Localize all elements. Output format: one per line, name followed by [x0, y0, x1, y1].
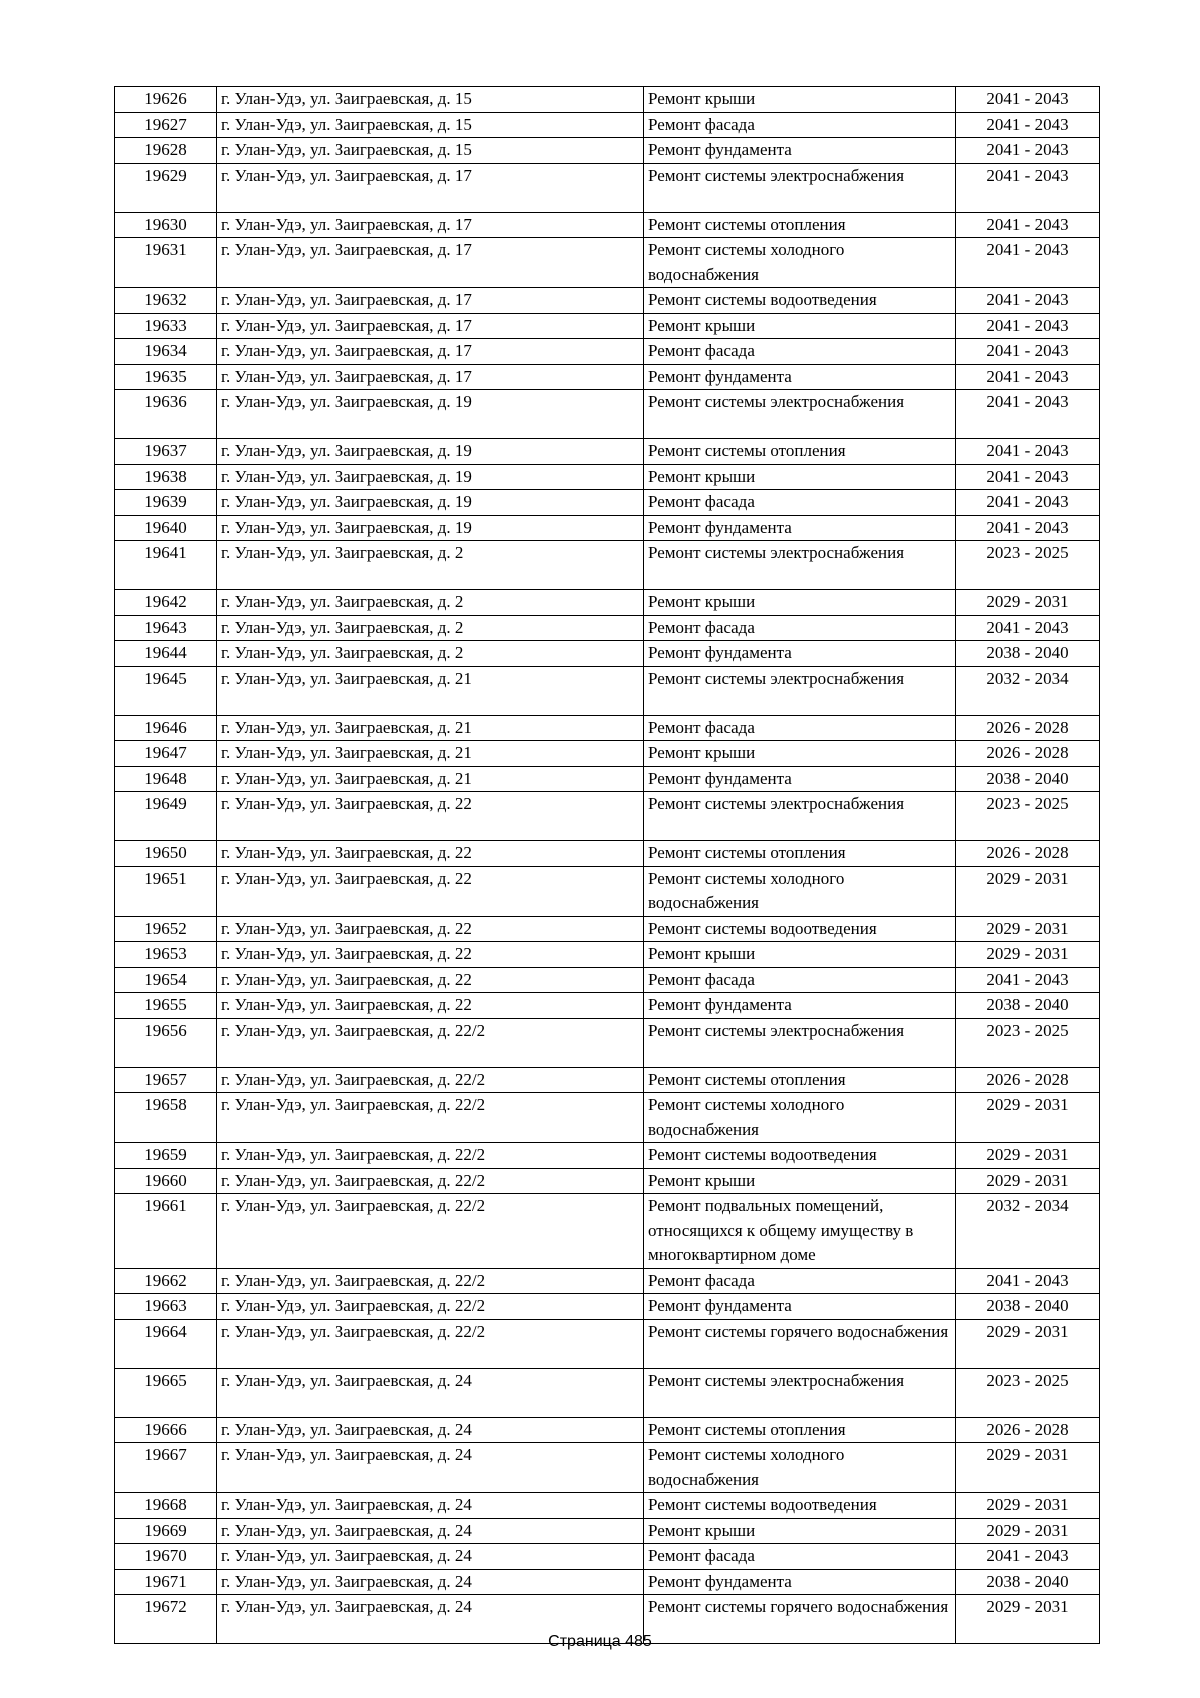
table-row [115, 590, 1100, 616]
row-address: г. Улан-Удэ, ул. Заиграевская, д. 21 [217, 666, 644, 715]
row-number: 19632 [115, 288, 217, 314]
row-work-type: Ремонт системы электроснабжения [644, 666, 956, 715]
table-row [115, 238, 1100, 288]
row-address: г. Улан-Удэ, ул. Заиграевская, д. 2 [217, 615, 644, 641]
row-address: г. Улан-Удэ, ул. Заиграевская, д. 24 [217, 1443, 644, 1493]
table-row [115, 163, 1100, 212]
row-address: г. Улан-Удэ, ул. Заиграевская, д. 2 [217, 641, 644, 667]
row-number: 19627 [115, 112, 217, 138]
table-row [115, 766, 1100, 792]
row-address: г. Улан-Удэ, ул. Заиграевская, д. 22 [217, 866, 644, 916]
row-number: 19663 [115, 1294, 217, 1320]
table-row [115, 866, 1100, 916]
table-row [115, 1443, 1100, 1493]
row-period: 2032 - 2034 [956, 666, 1100, 715]
table-row [115, 339, 1100, 365]
row-address: г. Улан-Удэ, ул. Заиграевская, д. 19 [217, 390, 644, 439]
row-address: г. Улан-Удэ, ул. Заиграевская, д. 21 [217, 715, 644, 741]
row-period: 2041 - 2043 [956, 212, 1100, 238]
row-work-type: Ремонт фундамента [644, 364, 956, 390]
row-period: 2038 - 2040 [956, 641, 1100, 667]
row-period: 2041 - 2043 [956, 464, 1100, 490]
row-work-type: Ремонт фундамента [644, 641, 956, 667]
row-number: 19649 [115, 792, 217, 841]
page-number: Страница 485 [548, 1633, 652, 1650]
row-number: 19637 [115, 439, 217, 465]
row-number: 19652 [115, 916, 217, 942]
row-work-type: Ремонт крыши [644, 741, 956, 767]
row-period: 2038 - 2040 [956, 1294, 1100, 1320]
row-period: 2041 - 2043 [956, 87, 1100, 113]
row-work-type: Ремонт фасада [644, 1544, 956, 1570]
row-address: г. Улан-Удэ, ул. Заиграевская, д. 17 [217, 364, 644, 390]
row-period: 2041 - 2043 [956, 339, 1100, 365]
row-number: 19666 [115, 1417, 217, 1443]
row-number: 19640 [115, 515, 217, 541]
row-number: 19667 [115, 1443, 217, 1493]
row-period: 2032 - 2034 [956, 1194, 1100, 1269]
row-period: 2041 - 2043 [956, 1268, 1100, 1294]
row-period: 2029 - 2031 [956, 1093, 1100, 1143]
table-row [115, 841, 1100, 867]
table-row [115, 1569, 1100, 1595]
row-address: г. Улан-Удэ, ул. Заиграевская, д. 19 [217, 439, 644, 465]
table-row [115, 288, 1100, 314]
row-address: г. Улан-Удэ, ул. Заиграевская, д. 15 [217, 87, 644, 113]
row-number: 19665 [115, 1368, 217, 1417]
row-address: г. Улан-Удэ, ул. Заиграевская, д. 22 [217, 792, 644, 841]
row-work-type: Ремонт системы холодного водоснабжения [644, 1443, 956, 1493]
row-period: 2041 - 2043 [956, 313, 1100, 339]
row-period: 2029 - 2031 [956, 1493, 1100, 1519]
row-period: 2041 - 2043 [956, 112, 1100, 138]
row-period: 2023 - 2025 [956, 1018, 1100, 1067]
table-row [115, 1168, 1100, 1194]
row-period: 2026 - 2028 [956, 715, 1100, 741]
row-work-type: Ремонт фундамента [644, 993, 956, 1019]
row-work-type: Ремонт фундамента [644, 766, 956, 792]
row-number: 19643 [115, 615, 217, 641]
row-number: 19664 [115, 1319, 217, 1368]
row-work-type: Ремонт фасада [644, 967, 956, 993]
row-number: 19638 [115, 464, 217, 490]
table-row [115, 1417, 1100, 1443]
row-work-type: Ремонт системы холодного водоснабжения [644, 238, 956, 288]
row-number: 19629 [115, 163, 217, 212]
row-period: 2038 - 2040 [956, 766, 1100, 792]
row-number: 19642 [115, 590, 217, 616]
row-number: 19656 [115, 1018, 217, 1067]
row-work-type: Ремонт крыши [644, 464, 956, 490]
row-work-type: Ремонт системы электроснабжения [644, 541, 956, 590]
row-work-type: Ремонт крыши [644, 590, 956, 616]
row-work-type: Ремонт системы электроснабжения [644, 792, 956, 841]
table-row [115, 364, 1100, 390]
row-period: 2041 - 2043 [956, 439, 1100, 465]
row-period: 2023 - 2025 [956, 1368, 1100, 1417]
row-address: г. Улан-Удэ, ул. Заиграевская, д. 2 [217, 590, 644, 616]
row-work-type: Ремонт системы электроснабжения [644, 1368, 956, 1417]
row-address: г. Улан-Удэ, ул. Заиграевская, д. 19 [217, 515, 644, 541]
row-number: 19671 [115, 1569, 217, 1595]
row-address: г. Улан-Удэ, ул. Заиграевская, д. 22 [217, 942, 644, 968]
row-work-type: Ремонт системы отопления [644, 841, 956, 867]
table-row [115, 515, 1100, 541]
row-address: г. Улан-Удэ, ул. Заиграевская, д. 19 [217, 490, 644, 516]
row-period: 2029 - 2031 [956, 1319, 1100, 1368]
table-row [115, 1018, 1100, 1067]
row-work-type: Ремонт фундамента [644, 515, 956, 541]
row-number: 19657 [115, 1067, 217, 1093]
row-number: 19659 [115, 1143, 217, 1169]
row-period: 2041 - 2043 [956, 615, 1100, 641]
row-number: 19650 [115, 841, 217, 867]
row-work-type: Ремонт крыши [644, 87, 956, 113]
row-period: 2041 - 2043 [956, 390, 1100, 439]
row-work-type: Ремонт фасада [644, 339, 956, 365]
table-row [115, 942, 1100, 968]
row-address: г. Улан-Удэ, ул. Заиграевская, д. 21 [217, 766, 644, 792]
row-number: 19633 [115, 313, 217, 339]
row-period: 2041 - 2043 [956, 1544, 1100, 1570]
row-work-type: Ремонт фасада [644, 715, 956, 741]
row-address: г. Улан-Удэ, ул. Заиграевская, д. 17 [217, 313, 644, 339]
row-period: 2029 - 2031 [956, 1518, 1100, 1544]
row-address: г. Улан-Удэ, ул. Заиграевская, д. 22/2 [217, 1093, 644, 1143]
row-period: 2038 - 2040 [956, 1569, 1100, 1595]
row-period: 2029 - 2031 [956, 590, 1100, 616]
row-work-type: Ремонт крыши [644, 942, 956, 968]
table-row [115, 1294, 1100, 1320]
row-period: 2041 - 2043 [956, 967, 1100, 993]
table-row [115, 967, 1100, 993]
row-address: г. Улан-Удэ, ул. Заиграевская, д. 22/2 [217, 1168, 644, 1194]
repair-schedule-table [114, 86, 1100, 1644]
table-row [115, 1268, 1100, 1294]
row-address: г. Улан-Удэ, ул. Заиграевская, д. 22/2 [217, 1194, 644, 1269]
row-period: 2026 - 2028 [956, 1417, 1100, 1443]
row-number: 19631 [115, 238, 217, 288]
row-number: 19651 [115, 866, 217, 916]
row-address: г. Улан-Удэ, ул. Заиграевская, д. 22/2 [217, 1143, 644, 1169]
row-period: 2029 - 2031 [956, 866, 1100, 916]
row-work-type: Ремонт системы водоотведения [644, 288, 956, 314]
row-number: 19669 [115, 1518, 217, 1544]
row-work-type: Ремонт системы холодного водоснабжения [644, 866, 956, 916]
table-body [115, 87, 1100, 1644]
row-work-type: Ремонт системы водоотведения [644, 1493, 956, 1519]
row-address: г. Улан-Удэ, ул. Заиграевская, д. 24 [217, 1518, 644, 1544]
row-work-type: Ремонт системы отопления [644, 439, 956, 465]
row-address: г. Улан-Удэ, ул. Заиграевская, д. 22 [217, 916, 644, 942]
row-number: 19653 [115, 942, 217, 968]
table-row [115, 1368, 1100, 1417]
table-row [115, 112, 1100, 138]
row-address: г. Улан-Удэ, ул. Заиграевская, д. 17 [217, 288, 644, 314]
row-work-type: Ремонт крыши [644, 1168, 956, 1194]
row-work-type: Ремонт системы водоотведения [644, 916, 956, 942]
row-work-type: Ремонт фасада [644, 112, 956, 138]
row-number: 19645 [115, 666, 217, 715]
row-number: 19672 [115, 1595, 217, 1644]
row-period: 2026 - 2028 [956, 741, 1100, 767]
row-period: 2041 - 2043 [956, 490, 1100, 516]
row-work-type: Ремонт системы горячего водоснабжения [644, 1319, 956, 1368]
row-number: 19670 [115, 1544, 217, 1570]
table-row [115, 1544, 1100, 1570]
table-row [115, 916, 1100, 942]
row-number: 19635 [115, 364, 217, 390]
table-row [115, 715, 1100, 741]
row-work-type: Ремонт фасада [644, 490, 956, 516]
row-address: г. Улан-Удэ, ул. Заиграевская, д. 17 [217, 163, 644, 212]
row-address: г. Улан-Удэ, ул. Заиграевская, д. 22 [217, 967, 644, 993]
row-address: г. Улан-Удэ, ул. Заиграевская, д. 22/2 [217, 1268, 644, 1294]
row-number: 19655 [115, 993, 217, 1019]
row-address: г. Улан-Удэ, ул. Заиграевская, д. 15 [217, 112, 644, 138]
row-number: 19646 [115, 715, 217, 741]
row-work-type: Ремонт системы водоотведения [644, 1143, 956, 1169]
row-work-type: Ремонт фасада [644, 615, 956, 641]
row-number: 19668 [115, 1493, 217, 1519]
row-number: 19628 [115, 138, 217, 164]
row-address: г. Улан-Удэ, ул. Заиграевская, д. 22/2 [217, 1294, 644, 1320]
table-row [115, 390, 1100, 439]
row-number: 19641 [115, 541, 217, 590]
row-period: 2038 - 2040 [956, 993, 1100, 1019]
row-work-type: Ремонт крыши [644, 1518, 956, 1544]
row-period: 2029 - 2031 [956, 942, 1100, 968]
row-address: г. Улан-Удэ, ул. Заиграевская, д. 22/2 [217, 1319, 644, 1368]
table-row [115, 1093, 1100, 1143]
table-row [115, 87, 1100, 113]
table-row [115, 313, 1100, 339]
table-row [115, 1194, 1100, 1269]
row-work-type: Ремонт крыши [644, 313, 956, 339]
row-address: г. Улан-Удэ, ул. Заиграевская, д. 22/2 [217, 1067, 644, 1093]
table-row [115, 615, 1100, 641]
table-row [115, 641, 1100, 667]
table-row [115, 1143, 1100, 1169]
table-row [115, 1067, 1100, 1093]
row-work-type: Ремонт системы отопления [644, 1067, 956, 1093]
row-address: г. Улан-Удэ, ул. Заиграевская, д. 24 [217, 1569, 644, 1595]
row-address: г. Улан-Удэ, ул. Заиграевская, д. 19 [217, 464, 644, 490]
row-number: 19648 [115, 766, 217, 792]
row-address: г. Улан-Удэ, ул. Заиграевская, д. 15 [217, 138, 644, 164]
row-number: 19662 [115, 1268, 217, 1294]
row-work-type: Ремонт фундамента [644, 1569, 956, 1595]
row-work-type: Ремонт фасада [644, 1268, 956, 1294]
row-address: г. Улан-Удэ, ул. Заиграевская, д. 22 [217, 993, 644, 1019]
row-work-type: Ремонт системы электроснабжения [644, 1018, 956, 1067]
row-work-type: Ремонт системы отопления [644, 212, 956, 238]
table-row [115, 1493, 1100, 1519]
table-row [115, 464, 1100, 490]
row-number: 19630 [115, 212, 217, 238]
row-address: г. Улан-Удэ, ул. Заиграевская, д. 17 [217, 212, 644, 238]
row-number: 19661 [115, 1194, 217, 1269]
table-row [115, 439, 1100, 465]
row-address: г. Улан-Удэ, ул. Заиграевская, д. 24 [217, 1368, 644, 1417]
row-work-type: Ремонт системы отопления [644, 1417, 956, 1443]
row-work-type: Ремонт фундамента [644, 1294, 956, 1320]
row-period: 2023 - 2025 [956, 541, 1100, 590]
row-period: 2023 - 2025 [956, 792, 1100, 841]
table-row [115, 490, 1100, 516]
row-period: 2029 - 2031 [956, 1168, 1100, 1194]
row-period: 2041 - 2043 [956, 288, 1100, 314]
row-work-type: Ремонт системы электроснабжения [644, 163, 956, 212]
row-address: г. Улан-Удэ, ул. Заиграевская, д. 24 [217, 1493, 644, 1519]
row-address: г. Улан-Удэ, ул. Заиграевская, д. 17 [217, 339, 644, 365]
row-address: г. Улан-Удэ, ул. Заиграевская, д. 24 [217, 1544, 644, 1570]
row-number: 19658 [115, 1093, 217, 1143]
row-number: 19626 [115, 87, 217, 113]
table-row [115, 666, 1100, 715]
row-period: 2029 - 2031 [956, 916, 1100, 942]
row-period: 2029 - 2031 [956, 1595, 1100, 1644]
row-number: 19654 [115, 967, 217, 993]
row-period: 2041 - 2043 [956, 515, 1100, 541]
row-number: 19639 [115, 490, 217, 516]
row-period: 2029 - 2031 [956, 1143, 1100, 1169]
table-row [115, 1319, 1100, 1368]
table-row [115, 212, 1100, 238]
row-period: 2029 - 2031 [956, 1443, 1100, 1493]
row-number: 19660 [115, 1168, 217, 1194]
row-work-type: Ремонт системы горячего водоснабжения [644, 1595, 956, 1644]
row-work-type: Ремонт фундамента [644, 138, 956, 164]
row-address: г. Улан-Удэ, ул. Заиграевская, д. 22/2 [217, 1018, 644, 1067]
table-row [115, 138, 1100, 164]
table-row [115, 1518, 1100, 1544]
row-work-type: Ремонт системы электроснабжения [644, 390, 956, 439]
row-number: 19644 [115, 641, 217, 667]
row-period: 2041 - 2043 [956, 138, 1100, 164]
table-row [115, 741, 1100, 767]
table-row [115, 792, 1100, 841]
row-period: 2026 - 2028 [956, 841, 1100, 867]
row-period: 2041 - 2043 [956, 238, 1100, 288]
row-number: 19647 [115, 741, 217, 767]
row-period: 2041 - 2043 [956, 364, 1100, 390]
row-period: 2026 - 2028 [956, 1067, 1100, 1093]
row-address: г. Улан-Удэ, ул. Заиграевская, д. 24 [217, 1595, 644, 1644]
row-number: 19634 [115, 339, 217, 365]
row-work-type: Ремонт подвальных помещений, относящихся к общему имуществу в многоквартирном доме [644, 1194, 956, 1269]
row-address: г. Улан-Удэ, ул. Заиграевская, д. 24 [217, 1417, 644, 1443]
row-address: г. Улан-Удэ, ул. Заиграевская, д. 2 [217, 541, 644, 590]
row-number: 19636 [115, 390, 217, 439]
table-row [115, 541, 1100, 590]
table-row [115, 993, 1100, 1019]
row-address: г. Улан-Удэ, ул. Заиграевская, д. 22 [217, 841, 644, 867]
row-period: 2041 - 2043 [956, 163, 1100, 212]
row-address: г. Улан-Удэ, ул. Заиграевская, д. 21 [217, 741, 644, 767]
row-address: г. Улан-Удэ, ул. Заиграевская, д. 17 [217, 238, 644, 288]
row-work-type: Ремонт системы холодного водоснабжения [644, 1093, 956, 1143]
